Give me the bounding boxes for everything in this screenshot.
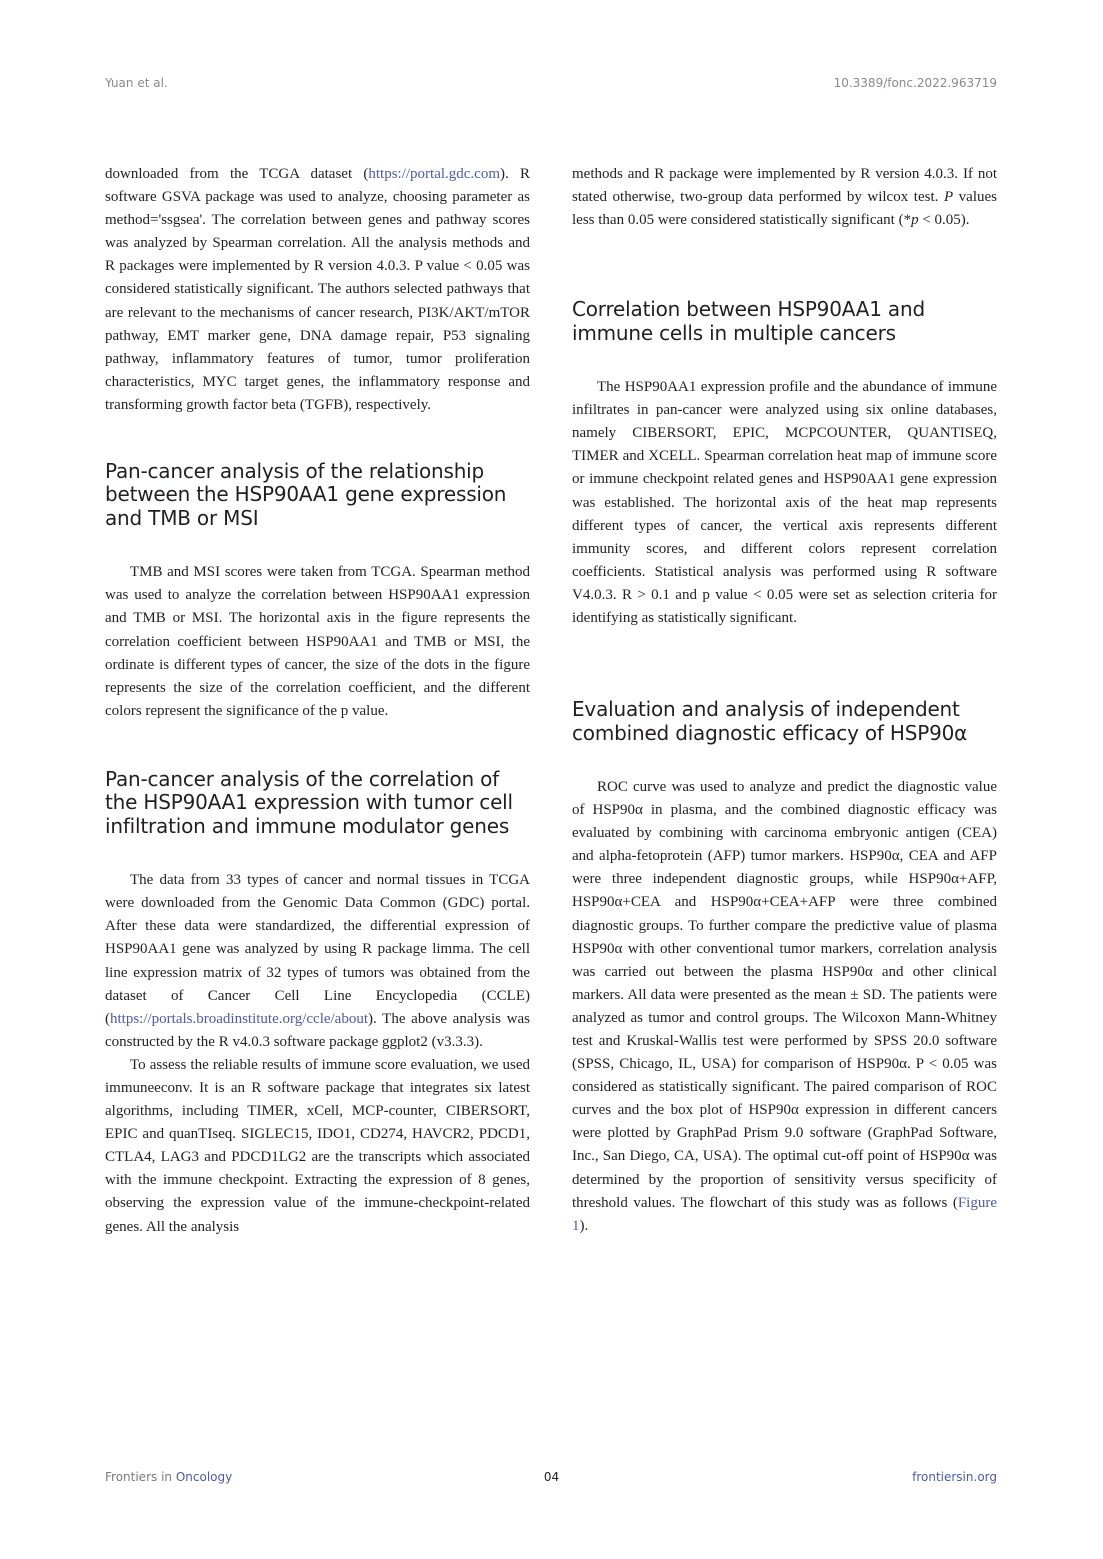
section-heading-immune-cells: Correlation between HSP90AA1 and immune cells in multiple cancers xyxy=(572,297,925,345)
section-heading-immune-infiltration: Pan-cancer analysis of the correlation of the HSP90AA1 expression with tumor cell infiltration and immune modulator genes xyxy=(105,766,513,838)
body-paragraph: To assess the reliable results of immune score evaluation, we used immuneeconv. It is an R software package that integrates six latest algorithms, including TIMER, xCell, MCP-counter, CIBERSORT, EPIC and quanTIseq. SIGLEC15, IDO1, CD274, HAVCR2, PDCD1, CTLA4, LAG3 and PDCD1LG2 are the transcripts which associated with the immune checkpoint. Extracting the expression of 8 genes, observing the expression value of the immune-checkpoint-related genes. All the analysis xyxy=(105,1056,530,1235)
section-heading-diagnostic-efficacy: Evaluation and analysis of independent combined diagnostic efficacy of HSP90α xyxy=(572,697,968,745)
footer-website-link[interactable]: frontiersin.org xyxy=(912,1470,997,1484)
ccle-link[interactable]: https://portals.broadinstitute.org/ccle/about xyxy=(110,1010,369,1027)
right-column xyxy=(572,163,997,1238)
body-paragraph: The data from 33 types of cancer and normal tissues in TCGA were downloaded from the Genomic Data Common (GDC) portal. After these data were standardized, the differential expression of HSP90AA1 gene was analyzed by using R package limma. The cell line expression matrix of 32 types of tumors was obtained from the dataset of Cancer Cell Line Encyclopedia (CCLE) (https://portals.broadinstitute.org/ccle/about). The above analysis was constructed by the R v4.0.3 software package ggplot2 (v3.3.3). xyxy=(105,872,530,1050)
page-number: 04 xyxy=(543,1470,560,1484)
body-paragraph: TMB and MSI scores were taken from TCGA. Spearman method was used to analyze the correlation between HSP90AA1 expression and TMB or MSI. The horizontal axis in the figure represents the correlation coefficient between HSP90AA1 and TMB or MSI, the ordinate is different types of cancer, the size of the dots in the figure represents the size of the correlation coefficient, and the different colors represent the significance of the p value. xyxy=(105,564,530,719)
figure-1-link[interactable]: Figure 1 xyxy=(572,1194,997,1234)
body-paragraph: methods and R package were implemented by R version 4.0.3. If not stated otherwise, two-group data performed by wilcox test. P values less than 0.05 were considered statistically significant (*p < 0.05). xyxy=(572,166,997,229)
section-heading-tmb-msi: Pan-cancer analysis of the relationship between the HSP90AA1 gene expression and TMB or MSI xyxy=(105,459,507,530)
running-header-authors: Yuan et al. xyxy=(105,76,168,90)
footer-journal: Frontiers in Oncology xyxy=(105,1470,233,1484)
running-header-doi: 10.3389/fonc.2022.963719 xyxy=(833,76,997,90)
left-column xyxy=(105,163,530,1239)
body-paragraph: The HSP90AA1 expression profile and the abundance of immune infiltrates in pan-cancer were analyzed using six online databases, namely CIBERSORT, EPIC, MCPCOUNTER, QUANTISEQ, TIMER and XCELL. Spearman correlation heat map of immune score or immune checkpoint related genes and HSP90AA1 gene expression was established. The horizontal axis of the heat map represents different types of cancer, the vertical axis represents different immunity scores, and different colors represent correlation coefficients. Statistical analysis was performed using R software V4.0.3. R > 0.1 and p value < 0.05 were set as selection criteria for identifying as statistically significant. xyxy=(572,379,997,627)
tcga-portal-link[interactable]: https://portal.gdc.com xyxy=(368,166,501,182)
body-paragraph: ROC curve was used to analyze and predict the diagnostic value of HSP90α in plasma, and the combined diagnostic efficacy was evaluated by combining with carcinoma embryonic antigen (CEA) and alpha-fetoprotein (AFP) tumor markers. HSP90α, CEA and AFP were three independent diagnostic groups, while HSP90α+AFP, HSP90α+CEA and HSP90α+CEA+AFP were three combined diagnostic groups. To further compare the predictive value of plasma HSP90α with other conventional tumor markers, correlation analysis was carried out between the plasma HSP90α and other clinical markers. All data were presented as the mean ± SD. The patients were analyzed as tumor and control groups. The Wilcoxon Mann-Whitney test and Kruskal-Wallis test were performed by SPSS 20.0 software (SPSS, Chicago, IL, USA) for comparison of HSP90α. P < 0.05 was considered as statistically significant. The paired comparison of ROC curves and the box plot of HSP90α expression in different cancers were plotted by GraphPad Prism 9.0 software (GraphPad Software, Inc., San Diego, CA, USA). The optimal cut-off point of HSP90α was determined by the proportion of sensitivity versus specificity of threshold values. The flowchart of this study was as follows (Figure 1). xyxy=(572,778,997,1234)
body-paragraph: downloaded from the TCGA dataset (https://portal.gdc.com). R software GSVA package was used to analyze, choosing parameter as method='ssgsea'. The correlation between genes and pathway scores was analyzed by Spearman correlation. All the analysis methods and R packages were implemented by R version 4.0.3. P value < 0.05 was considered statistically significant. The authors selected pathways that are relevant to the mechanisms of cancer research, PI3K/AKT/mTOR pathway, EMT marker gene, DNA damage repair, P53 signaling pathway, inflammatory features of tumor, tumor proliferation characteristics, MYC target genes, the inflammatory response and transforming growth factor beta (TGFB), respectively. xyxy=(105,166,530,413)
journal-name: Oncology xyxy=(175,1470,233,1484)
